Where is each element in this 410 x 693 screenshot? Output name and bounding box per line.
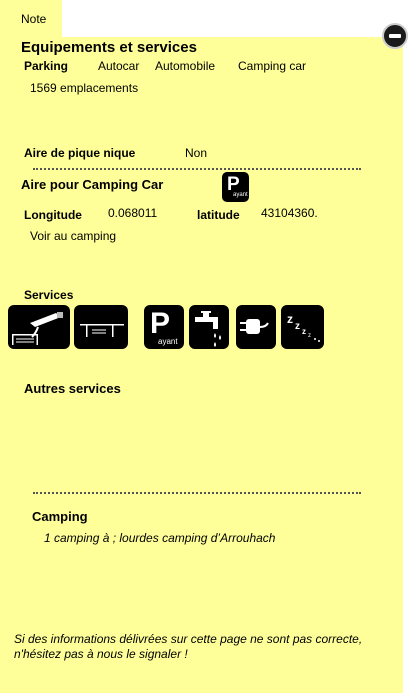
parking-label: Parking (24, 59, 69, 73)
parking-type-camping-car: Camping car (238, 59, 307, 73)
picnic-value: Non (185, 146, 208, 160)
camping-link[interactable]: Voir au camping (30, 229, 117, 243)
collapse-minus-icon[interactable] (382, 23, 408, 49)
latitude-value: 43104360. (261, 206, 318, 220)
divider (33, 168, 361, 170)
svg-text:z: z (308, 333, 311, 339)
services-label: Services (24, 288, 74, 302)
latitude-label: latitude (197, 208, 240, 222)
svg-text:z: z (302, 327, 306, 336)
tab-strip-background (62, 0, 410, 37)
svg-text:z: z (295, 321, 300, 332)
paid-badge-icon (222, 172, 249, 202)
footer-line-2: n'hésitez pas à nous le signaler ! (14, 647, 188, 661)
paid-parking-icon (144, 305, 184, 349)
paid-badge-sub: ayant (233, 192, 248, 198)
paid-parking-letter: P (150, 307, 171, 340)
other-services-label: Autres services (24, 381, 121, 396)
footer-line-1: Si des informations délivrées sur cette page ne sont pas correcte, (14, 632, 363, 646)
paid-parking-sub: ayant (158, 337, 178, 346)
section-title: Equipements et services (21, 39, 197, 56)
camping-label: Camping (32, 509, 88, 524)
black-water-drain-icon (74, 305, 128, 349)
parking-capacity: 1569 emplacements (30, 81, 139, 95)
note-tab-label[interactable]: Note (21, 12, 47, 26)
longitude-label: Longitude (24, 208, 82, 222)
grey-water-drain-icon (8, 305, 70, 349)
electricity-icon (236, 305, 276, 349)
divider (33, 492, 361, 494)
paid-badge-letter: P (227, 174, 240, 195)
longitude-value: 0.068011 (108, 206, 158, 220)
drinking-water-icon (189, 305, 229, 349)
parking-type-autocar: Autocar (98, 59, 140, 73)
overnight-stay-icon (281, 305, 324, 349)
camping-value: 1 camping à ; lourdes camping d’Arrouhach (44, 531, 276, 545)
camper-area-label: Aire pour Camping Car (21, 177, 164, 192)
svg-text:z: z (287, 312, 293, 326)
picnic-label: Aire de pique nique (24, 146, 136, 160)
parking-type-automobile: Automobile (155, 59, 216, 73)
